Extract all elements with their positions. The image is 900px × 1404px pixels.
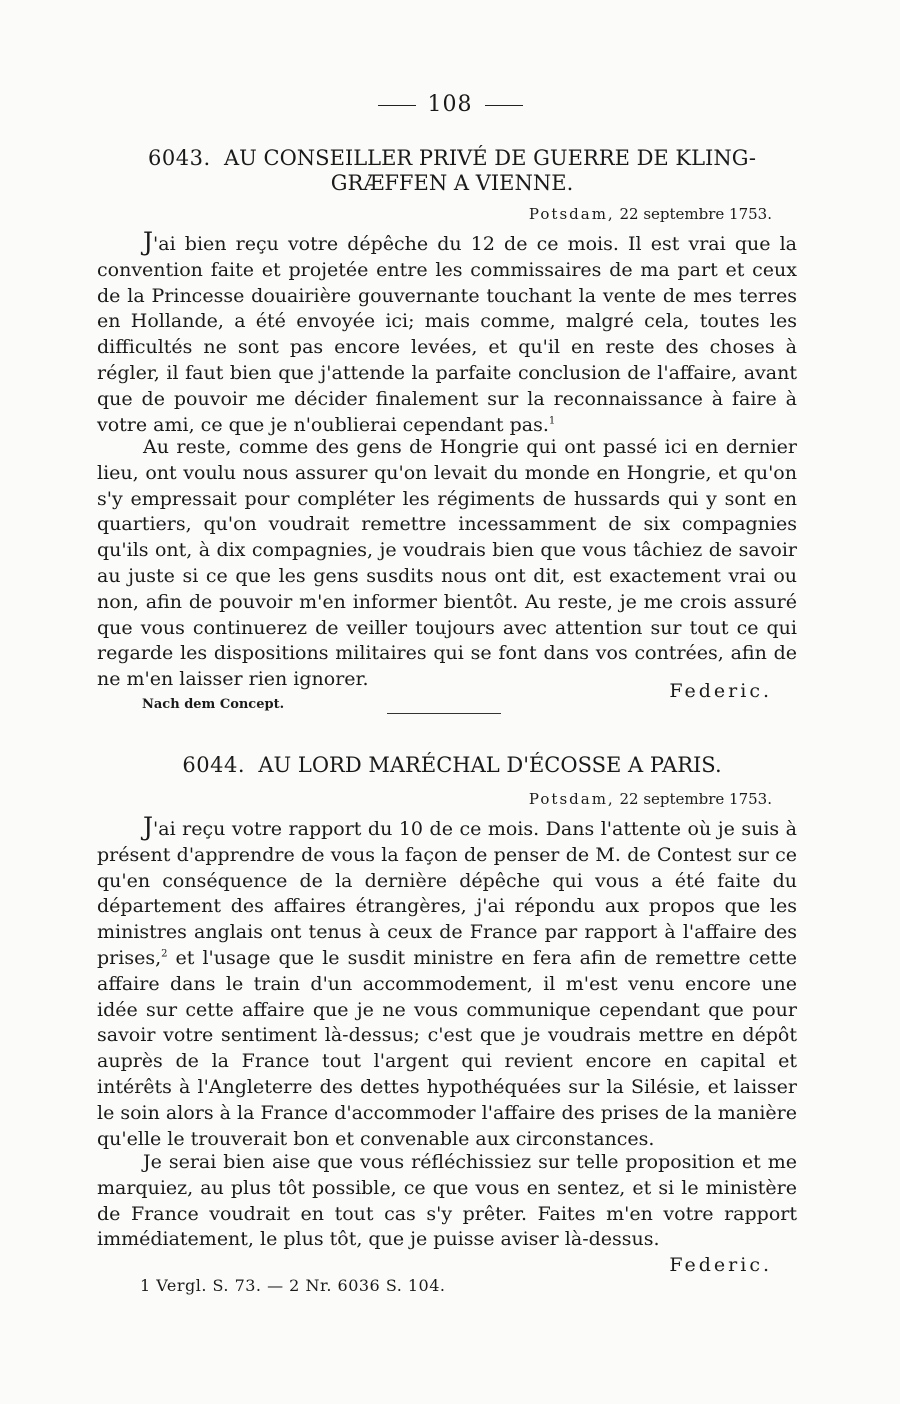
letter-title-line2: GRÆFFEN A VIENNE. [330, 171, 574, 195]
letter-6043-signature: Federic. [669, 680, 772, 702]
letter-6044-paragraph-1: J'ai reçu votre rapport du 10 de ce mois. Dans l'attente où je suis à présent d'apprendre de vous la façon de penser de M. de Contest sur ce qu'en conséquence de la dernière dépêche qui vous a été faite du département des affaires étrangères, j'ai répondu aux propos que les ministres anglais ont tenus à ceux de France par rapport à l'affaire des prises,$^2$ et l'usage que le susdit ministre en fera afin de remettre cette affaire dans le train d'un accommodement, il m'est venu encore une idée sur cette affaire que je ne vous communique cependant que pour savoir votre sentiment là-dessus; c'est que je voudrais mettre en dépôt auprès de la France tout l'argent qui revient encore en capital et intérêts à l'Angleterre des dettes hypothéquées sur la Silésie, et laisser le soin alors à la France d'accommoder l'affaire des prises de la manière qu'elle le trouverait bon et convenable aux circonstances. [97, 812, 797, 1150]
footnote-ref-1: 1 [548, 415, 556, 427]
section-divider [387, 713, 501, 714]
footnote-ref-2: 2 [161, 948, 168, 960]
letter-6044-paragraph-2: Je serai bien aise que vous réfléchissiez sur telle proposition et me marquiez, au plus tôt possible, ce que vous en sentez, et si le ministère de France voudrait en tout cas s'y prêter. Faites m'en votre rapport immédiatement, le plus tôt, que je puisse aviser là-dessus. [97, 1151, 797, 1251]
letter-title-line1: AU LORD MARÉCHAL D'ÉCOSSE A PARIS. [258, 753, 722, 777]
letter-6043-paragraph-2: Au reste, comme des gens de Hongrie qui ont passé ici en dernier lieu, ont voulu nous assurer qu'on levait du monde en Hongrie, et qu'on s'y empressait pour compléter les régiments de hussards qui y sont en quartiers, qu'on voudrait remettre incessamment de six compagnies qu'ils ont, à dix compagnies, je voudrais bien que vous tâchiez de savoir au juste si ce que les gens susdits nous ont dit, est exactement vrai ou non, afin de pouvoir m'en informer bientôt. Au reste, je me crois assuré que vous continuerez de veiller toujours avec attention sur tout ce qui regarde les dispositions militaires qui se font dans vos contrées, afin de ne m'en laisser rien ignorer. [97, 436, 797, 691]
page-number-dash-left [378, 105, 416, 106]
page-number: 108 [0, 92, 900, 117]
letter-title-line1: AU CONSEILLER PRIVÉ DE GUERRE DE KLING- [223, 146, 756, 170]
letter-6044-heading [122, 753, 782, 778]
footnotes: 1 Vergl. S. 73. — 2 Nr. 6036 S. 104. [140, 1276, 446, 1295]
source-note: Nach dem Concept. [142, 697, 285, 712]
letter-number: 6043. [148, 146, 211, 170]
letter-6044-dateline: Potsdam, 22 septembre 1753. [528, 790, 772, 808]
page-number-dash-right [485, 105, 523, 106]
letter-number: 6044. [182, 753, 245, 777]
letter-6043-dateline: Potsdam, 22 septembre 1753. [528, 205, 772, 223]
letter-6043-paragraph-1: J'ai bien reçu votre dépêche du 12 de ce mois. Il est vrai que la convention faite et projetée entre les commissaires de ma part et ceux de la Princesse douairière gouvernante touchant la vente de mes terres en Hollande, a été envoyée ici; mais comme, malgré cela, toutes les difficultés ne sont pas encore levées, et qu'il en reste des choses à régler, il faut bien que j'attende la parfaite conclusion de l'affaire, avant que de pouvoir me décider finalement sur la reconnaissance à faire à votre ami, ce que je n'oublierai cependant pas.$^1$ [97, 227, 797, 436]
letter-6044-signature: Federic. [669, 1254, 772, 1276]
letter-6043-heading [122, 146, 782, 196]
